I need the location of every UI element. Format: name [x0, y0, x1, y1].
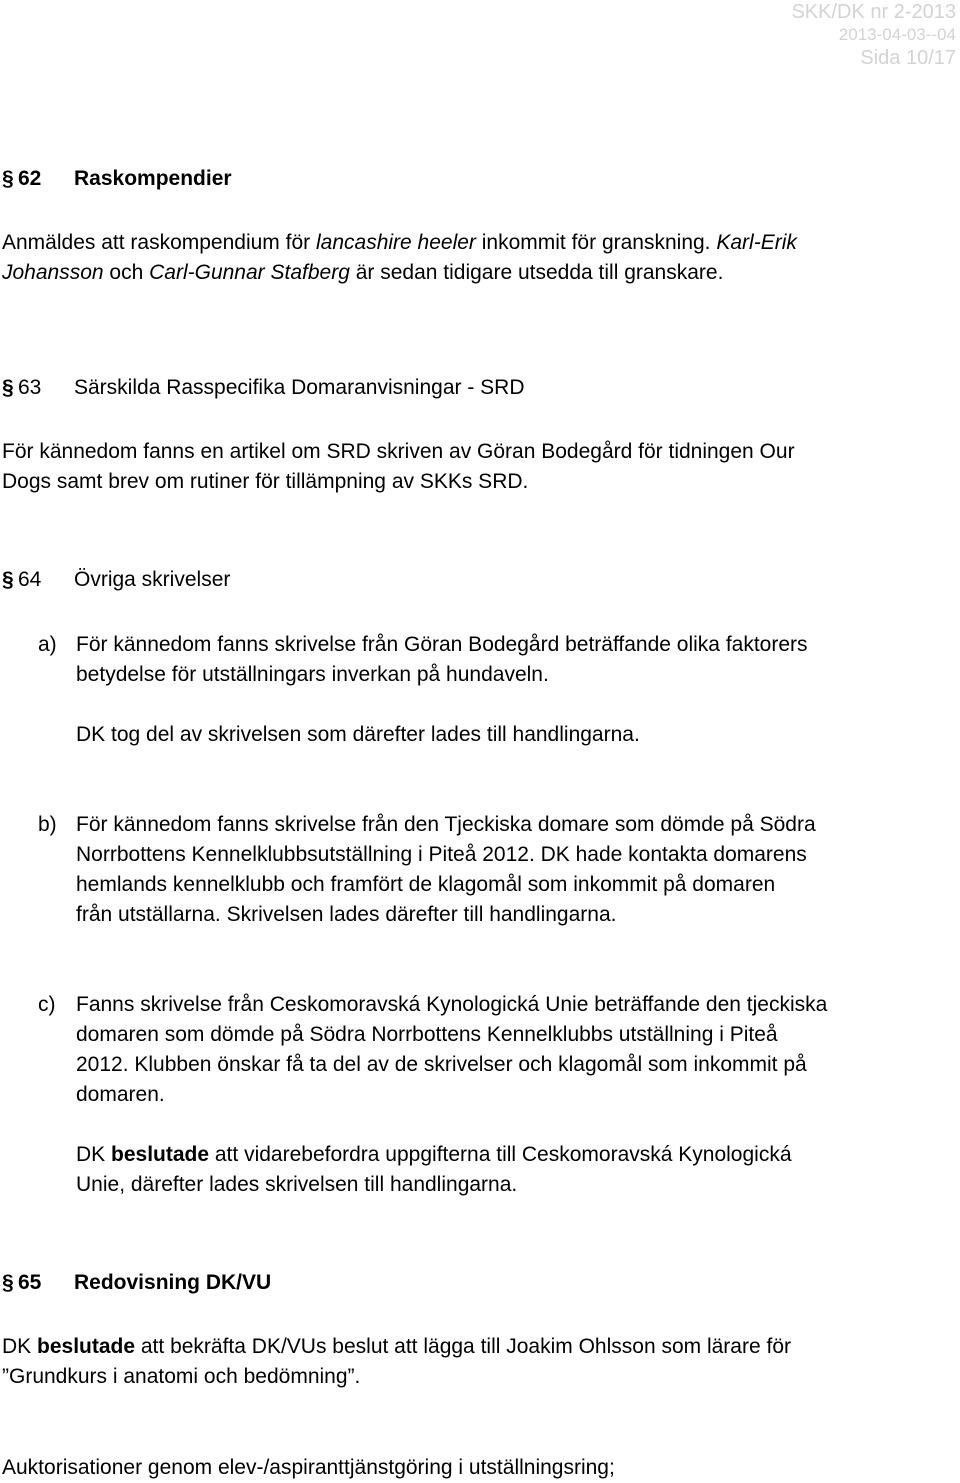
item-a-text: För kännedom fanns skrivelse från Göran Bodegård beträffande olika faktorers betydelse för utställningars inverkan på hundaveln. [76, 633, 808, 686]
item-a-label: a) [38, 633, 57, 656]
section-title: Särskilda Rasspecifika Domaranvisningar - SRD [74, 376, 525, 399]
item-a-decision: DK tog del av skrivelsen som därefter lades till handlingarna. [76, 723, 640, 746]
item-c-label: c) [38, 993, 56, 1016]
page-number: Sida 10/17 [860, 47, 956, 69]
section-number: 63 [18, 376, 42, 399]
section-symbol: § [2, 376, 14, 399]
section-number: 62 [18, 167, 42, 190]
breed-name: lancashire heeler [315, 231, 476, 254]
item-c-decision: DK beslutade att vidarebefordra uppgifterna till Ceskomoravská Kynologická Unie, därefter lades skrivelsen till handlingarna. [76, 1143, 792, 1196]
section-62-paragraph: Anmäldes att raskompendium för lancashire heeler inkommit för granskning. Karl-Erik Johansson och Carl-Gunnar Stafberg är sedan tidigare utsedda till granskare. [2, 231, 797, 284]
section-number: 65 [18, 1271, 42, 1294]
section-title: Raskompendier [74, 167, 232, 190]
document-date: 2013-04-03--04 [838, 25, 956, 44]
section-symbol: § [2, 167, 14, 190]
item-b-label: b) [38, 813, 57, 836]
section-63-paragraph: För kännedom fanns en artikel om SRD skriven av Göran Bodegård för tidningen Our Dogs samt brev om rutiner för tillämpning av SKKs SRD. [2, 440, 795, 493]
item-c-text: Fanns skrivelse från Ceskomoravská Kynologická Unie beträffande den tjeckiska domaren som dömde på Södra Norrbottens Kennelklubbs utställning i Piteå 2012. Klubben önskar få ta del av de skrivelser och klagomål som inkommit på domaren. [76, 993, 828, 1106]
trailing-heading-text: Auktorisationer genom elev-/aspiranttjänstgöring i utställningsring; [2, 1456, 615, 1479]
section-number: 64 [18, 568, 42, 591]
section-title: Övriga skrivelser [74, 568, 231, 591]
section-65-paragraph: DK beslutade att bekräfta DK/VUs beslut att lägga till Joakim Ohlsson som lärare för ”Grundkurs i anatomi och bedömning”. [2, 1335, 791, 1388]
item-b-text: För kännedom fanns skrivelse från den Tjeckiska domare som dömde på Södra Norrbottens Kennelklubbsutställning i Piteå 2012. DK hade kontakta domarens hemlands kennelklubb och framfört de klagomål som inkommit på domaren från utställarna. Skrivelsen lades därefter till handlingarna. [76, 813, 816, 926]
section-symbol: § [2, 568, 14, 591]
document-id: SKK/DK nr 2-2013 [791, 1, 956, 23]
section-title: Redovisning DK/VU [74, 1271, 272, 1294]
section-symbol: § [2, 1271, 14, 1294]
